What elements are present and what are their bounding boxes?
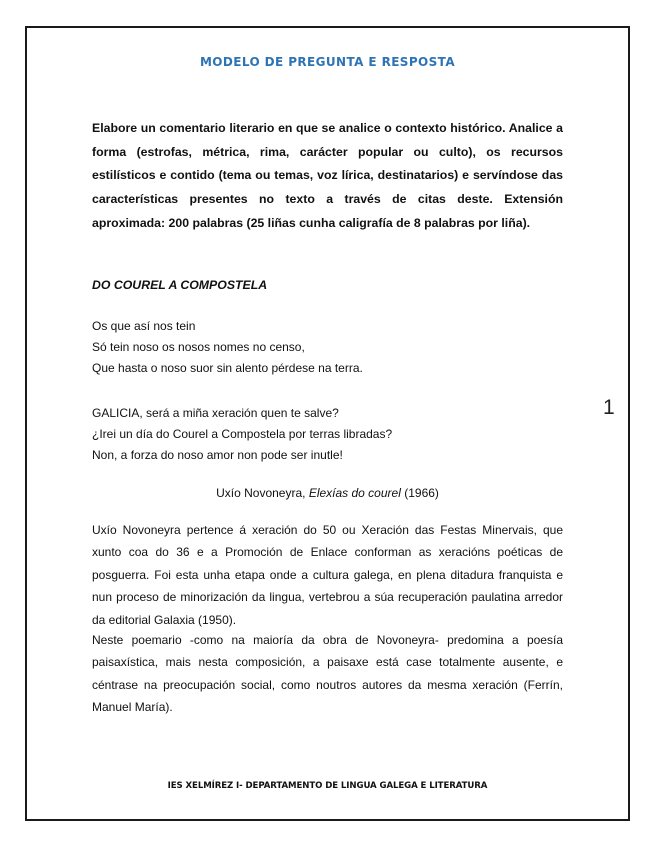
- attribution-year: (1966): [404, 486, 439, 500]
- poem-line: Só tein noso os nosos nomes no censo,: [92, 340, 305, 354]
- page-title: MODELO DE PREGUNTA E RESPOSTA: [199, 55, 456, 69]
- poem-title: DO COUREL A COMPOSTELA: [92, 278, 268, 292]
- exercise-prompt: Elabore un comentario literario en que se analice o contexto histórico. Analice a forma (estrofas, métrica, rima, carácter popular ou culto), os recursos estilísticos e contido (tema ou temas, voz lírica, destinatarios) e servíndose das características presentes no texto a través de citas deste. Extensión aproximada: 200 palabras (25 liñas cunha caligrafía de 8 palabras por liña).: [92, 121, 563, 230]
- commentary-paragraph: Uxío Novoneyra pertence á xeración do 50 ou Xeración das Festas Minervais, que xunto coa do 36 e a Promoción de Enlace conforman as xeracións poéticas de posguerra. Foi esta unha etapa onde a cultura galega, en plena ditadura franquista e nun proceso de minorización da lingua, vertebrou a súa recuperación paulatina arredor da editorial Galaxia (1950).: [92, 523, 563, 627]
- poem-stanza: [92, 403, 392, 466]
- commentary-paragraph: Neste poemario -como na maioría da obra de Novoneyra- predomina a poesía paisaxística, mais nesta composición, a paisaxe está case totalmente ausente, e céntrase na preocupación social, como noutros autores da mesma xeración (Ferrín, Manuel María).: [92, 633, 563, 715]
- poem-line: ¿Irei un día do Courel a Compostela por terras libradas?: [92, 427, 393, 441]
- page-footer: IES XELMÍREZ I- DEPARTAMENTO DE LINGUA GALEGA E LITERATURA: [167, 781, 488, 791]
- poem-line: Os que así nos tein: [92, 319, 196, 333]
- attribution-work: Elexías do courel: [308, 486, 401, 500]
- poem-line: Que hasta o noso suor sin alento pérdese na terra.: [92, 361, 363, 375]
- attribution-author: Uxío Novoneyra,: [216, 486, 306, 500]
- poem-line: GALICIA, será a miña xeración quen te salve?: [92, 406, 339, 420]
- poem-line: Non, a forza do noso amor non pode ser inutle!: [92, 448, 343, 462]
- poem-stanza: [92, 316, 363, 379]
- poem-attribution: [0, 486, 655, 500]
- page-number: 1: [603, 396, 615, 419]
